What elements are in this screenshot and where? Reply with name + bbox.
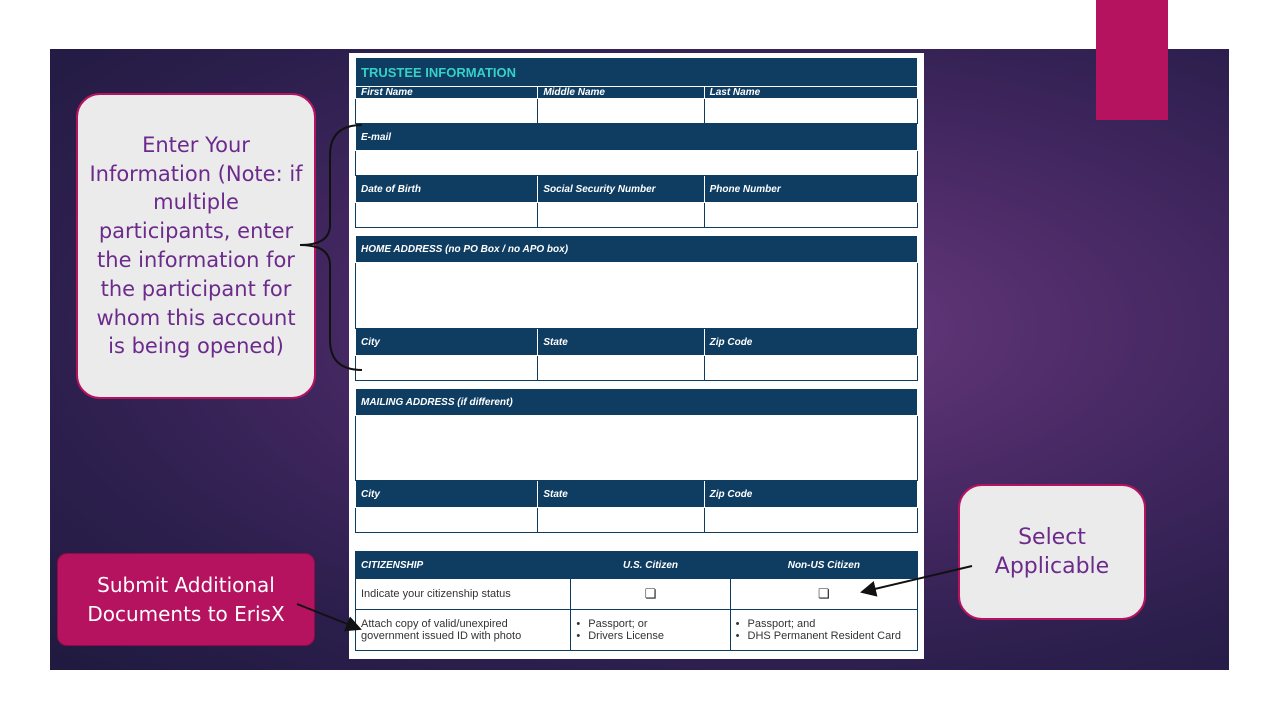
curly-brace: [300, 125, 362, 370]
list-item: • DHS Permanent Resident Card: [736, 630, 912, 642]
label-mailing-city: City: [356, 481, 538, 508]
label-ssn: Social Security Number: [538, 176, 704, 203]
attach-id-label: Attach copy of valid/unexpired government issued ID with photo: [356, 610, 571, 651]
us-citizen-header: U.S. Citizen: [571, 552, 730, 579]
label-home-zip: Zip Code: [704, 329, 917, 356]
enter-info-callout: Enter Your Information (Note: if multiple participants, enter the information for the participant for whom this account is being opened): [76, 93, 316, 399]
label-date-of-birth: Date of Birth: [356, 176, 538, 203]
submit-documents-callout: Submit Additional Documents to ErisX: [57, 553, 315, 646]
label-email: E-mail: [356, 124, 918, 151]
list-item: • Passport; and: [736, 618, 912, 630]
form-title: TRUSTEE INFORMATION: [356, 58, 918, 87]
citizenship-header: CITIZENSHIP: [356, 552, 571, 579]
label-last-name: Last Name: [704, 87, 917, 99]
label-middle-name: Middle Name: [538, 87, 704, 99]
select-arrow: [862, 566, 972, 592]
submit-arrow: [297, 604, 360, 629]
label-mailing-state: State: [538, 481, 704, 508]
non-us-citizen-checkbox[interactable]: ❏: [818, 586, 830, 601]
non-us-citizen-header: Non-US Citizen: [730, 552, 917, 579]
label-home-state: State: [538, 329, 704, 356]
list-item: • Drivers License: [576, 630, 724, 642]
label-first-name: First Name: [356, 87, 538, 99]
label-phone: Phone Number: [704, 176, 917, 203]
label-home-address: HOME ADDRESS (no PO Box / no APO box): [356, 236, 918, 263]
citizenship-status-label: Indicate your citizenship status: [356, 579, 571, 610]
list-item: • Passport; or: [576, 618, 724, 630]
us-citizen-checkbox[interactable]: ❏: [644, 586, 657, 601]
label-mailing-address: MAILING ADDRESS (if different): [356, 389, 918, 416]
select-applicable-callout: Select Applicable: [958, 484, 1146, 620]
label-mailing-zip: Zip Code: [704, 481, 917, 508]
label-home-city: City: [356, 329, 538, 356]
